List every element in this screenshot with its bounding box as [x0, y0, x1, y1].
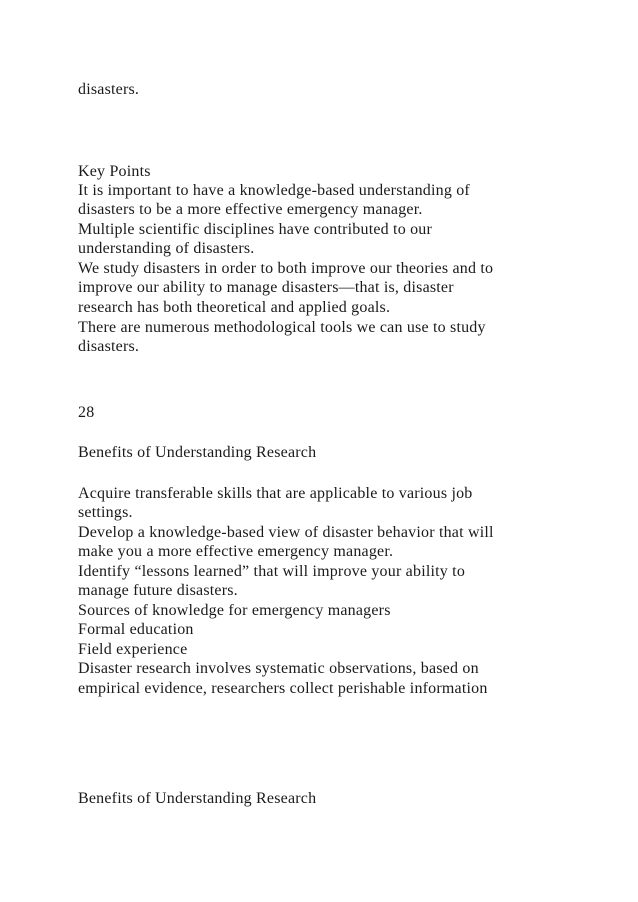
text-line: Develop a knowledge-based view of disaster behavior that will [78, 524, 494, 541]
page-number: 28 [78, 404, 95, 421]
text-line: understanding of disasters. [78, 240, 255, 257]
text-line: Disaster research involves systematic observations, based on [78, 660, 479, 677]
text-line: improve our ability to manage disasters—that is, disaster [78, 279, 454, 296]
text-line: settings. [78, 504, 133, 521]
text-line: We study disasters in order to both improve our theories and to [78, 260, 494, 277]
text-line: Identify “lessons learned” that will improve your ability to [78, 563, 466, 580]
text-line: disasters to be a more effective emergency manager. [78, 201, 423, 218]
section-heading-benefits-repeat: Benefits of Understanding Research [78, 790, 317, 807]
section-heading-benefits: Benefits of Understanding Research [78, 444, 317, 461]
text-line: It is important to have a knowledge-based understanding of [78, 182, 470, 199]
text-line: disasters. [78, 338, 140, 355]
text-line: Field experience [78, 641, 188, 658]
text-line: Formal education [78, 621, 194, 638]
text-line: Sources of knowledge for emergency managers [78, 602, 391, 619]
text-line: manage future disasters. [78, 582, 238, 599]
section-heading-key-points: Key Points [78, 163, 151, 180]
text-line: disasters. [78, 81, 140, 98]
text-line: There are numerous methodological tools we can use to study [78, 319, 486, 336]
text-line: Acquire transferable skills that are applicable to various job [78, 485, 473, 502]
text-line: research has both theoretical and applied goals. [78, 299, 391, 316]
text-line: empirical evidence, researchers collect perishable information [78, 680, 488, 697]
text-line: Multiple scientific disciplines have contributed to our [78, 221, 433, 238]
text-line: make you a more effective emergency manager. [78, 543, 394, 560]
